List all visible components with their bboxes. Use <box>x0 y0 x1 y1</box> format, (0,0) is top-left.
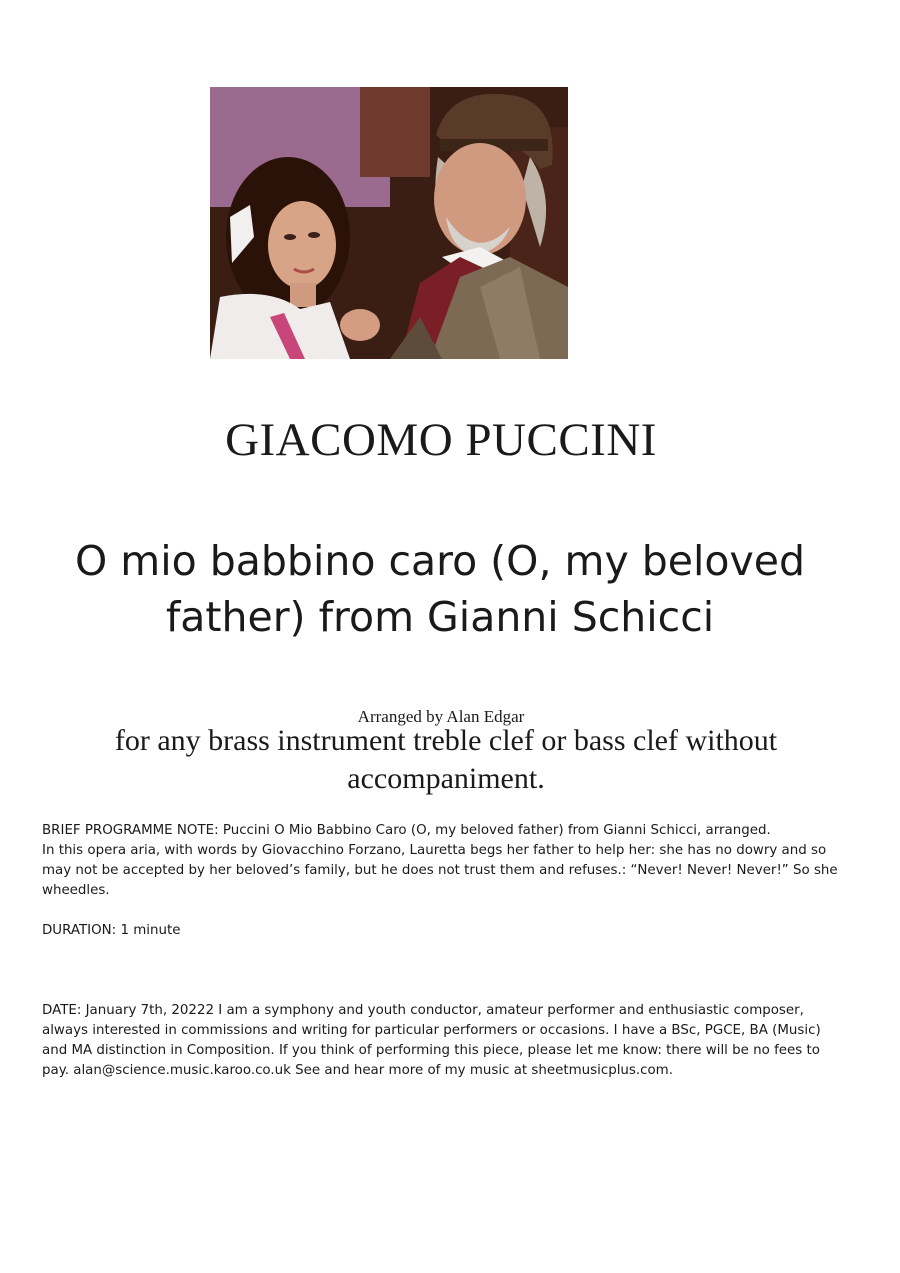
duration: DURATION: 1 minute <box>42 923 181 938</box>
opera-scene-photo <box>210 87 568 359</box>
programme-notes <box>42 821 842 1081</box>
programme-note-body: In this opera aria, with words by Giovacchino Forzano, Lauretta begs her father to help her: she has no dowry and so may not be accepted by her beloved’s family, but he does not trust them and refuses.: “Never! Never! Never!” So she wheedles. <box>42 843 838 898</box>
composer-name: GIACOMO PUCCINI <box>225 414 657 466</box>
instrumentation: for any brass instrument treble clef or bass clef without accompaniment. <box>114 724 778 795</box>
arranger-credit: Arranged by Alan Edgar <box>357 707 525 726</box>
piece-title: O mio babbino caro (O, my beloved father) from Gianni Schicci <box>75 537 805 641</box>
about-composer: DATE: January 7th, 20222 I am a symphony and youth conductor, amateur performer and enthusiastic composer, always interested in commissions and writing for particular performers or occasions. I have a BSc, PGCE, BA (Music) and MA distinction in Composition. If you think of performing this piece, please let me know: there will be no fees to pay. alan@science.music.karoo.co.uk See and hear more of my music at sheetmusicplus.com. <box>42 1003 821 1078</box>
programme-note-intro: BRIEF PROGRAMME NOTE: Puccini O Mio Babbino Caro (O, my beloved father) from Gianni Schicci, arranged. <box>42 823 771 838</box>
